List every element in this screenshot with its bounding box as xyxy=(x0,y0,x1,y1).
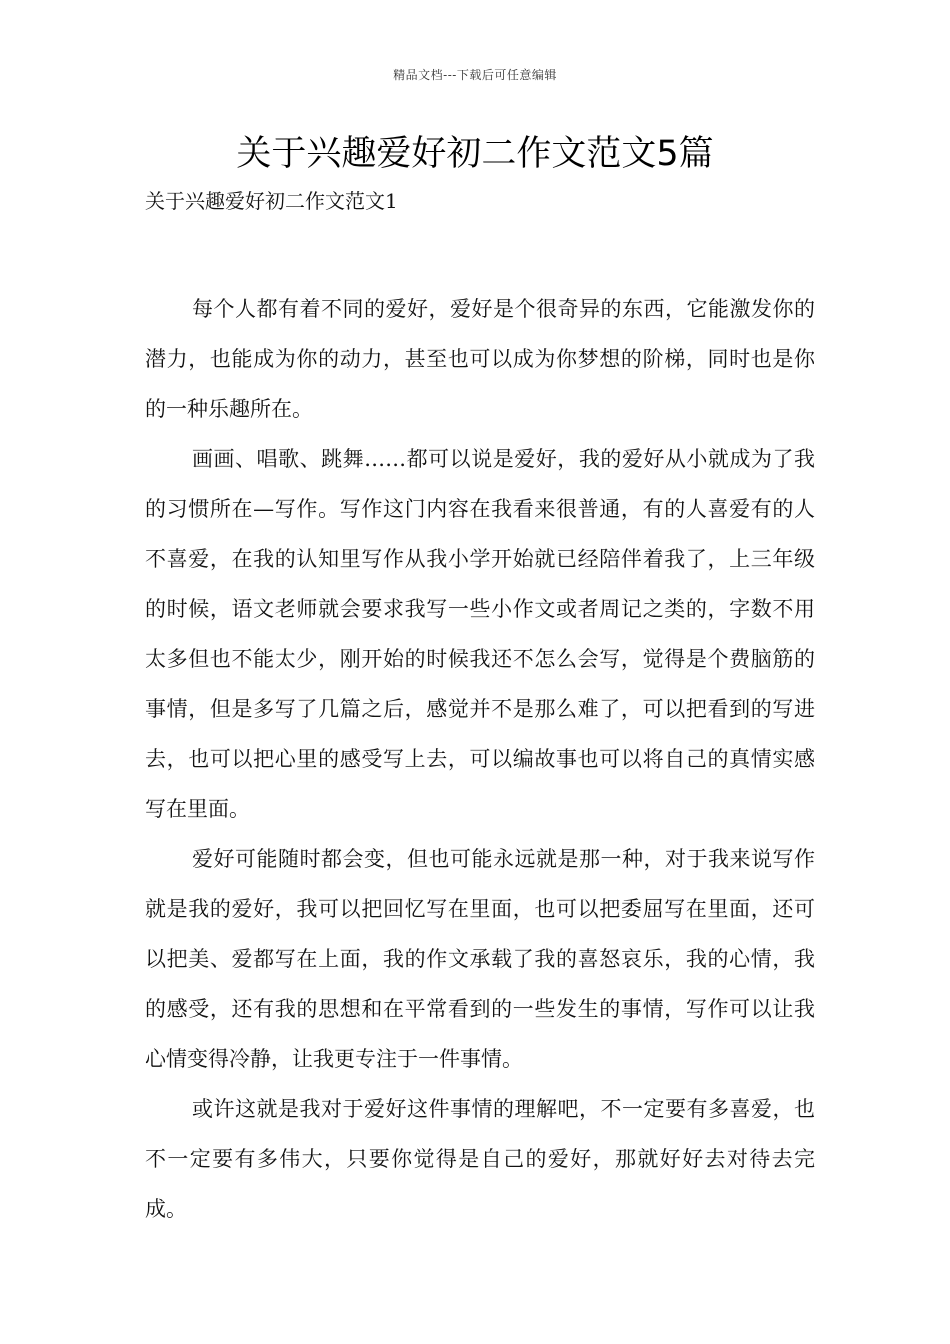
paragraph-1: 每个人都有着不同的爱好，爱好是个很奇异的东西，它能激发你的潜力，也能成为你的动力，甚至也可以成为你梦想的阶梯，同时也是你的一种乐趣所在。 xyxy=(145,297,815,421)
paragraph-2: 画画、唱歌、跳舞……都可以说是爱好，我的爱好从小就成为了我的习惯所在—写作。写作这门内容在我看来很普通，有的人喜爱有的人不喜爱，在我的认知里写作从我小学开始就已经陪伴着我了，上三年级的时候，语文老师就会要求我写一些小作文或者周记之类的，字数不用太多但也不能太少，刚开始的时候我还不怎么会写，觉得是个费脑筋的事情，但是多写了几篇之后，感觉并不是那么难了，可以把看到的写进去，也可以把心里的感受写上去，可以编故事也可以将自己的真情实感写在里面。 xyxy=(145,447,815,821)
page-header: 精品文档---下载后可任意编辑 xyxy=(393,68,557,82)
document-subtitle: 关于兴趣爱好初二作文范文1 xyxy=(145,189,398,213)
document-body xyxy=(145,284,815,1234)
paragraph-4: 或许这就是我对于爱好这件事情的理解吧，不一定要有多喜爱，也不一定要有多伟大，只要你觉得是自己的爱好，那就好好去对待去完成。 xyxy=(145,1097,815,1221)
document-title: 关于兴趣爱好初二作文范文5篇 xyxy=(236,134,714,174)
paragraph-3: 爱好可能随时都会变，但也可能永远就是那一种，对于我来说写作就是我的爱好，我可以把回忆写在里面，也可以把委屈写在里面，还可以把美、爱都写在上面，我的作文承载了我的喜怒哀乐，我的心情，我的感受，还有我的思想和在平常看到的一些发生的事情，写作可以让我心情变得冷静，让我更专注于一件事情。 xyxy=(145,847,815,1071)
